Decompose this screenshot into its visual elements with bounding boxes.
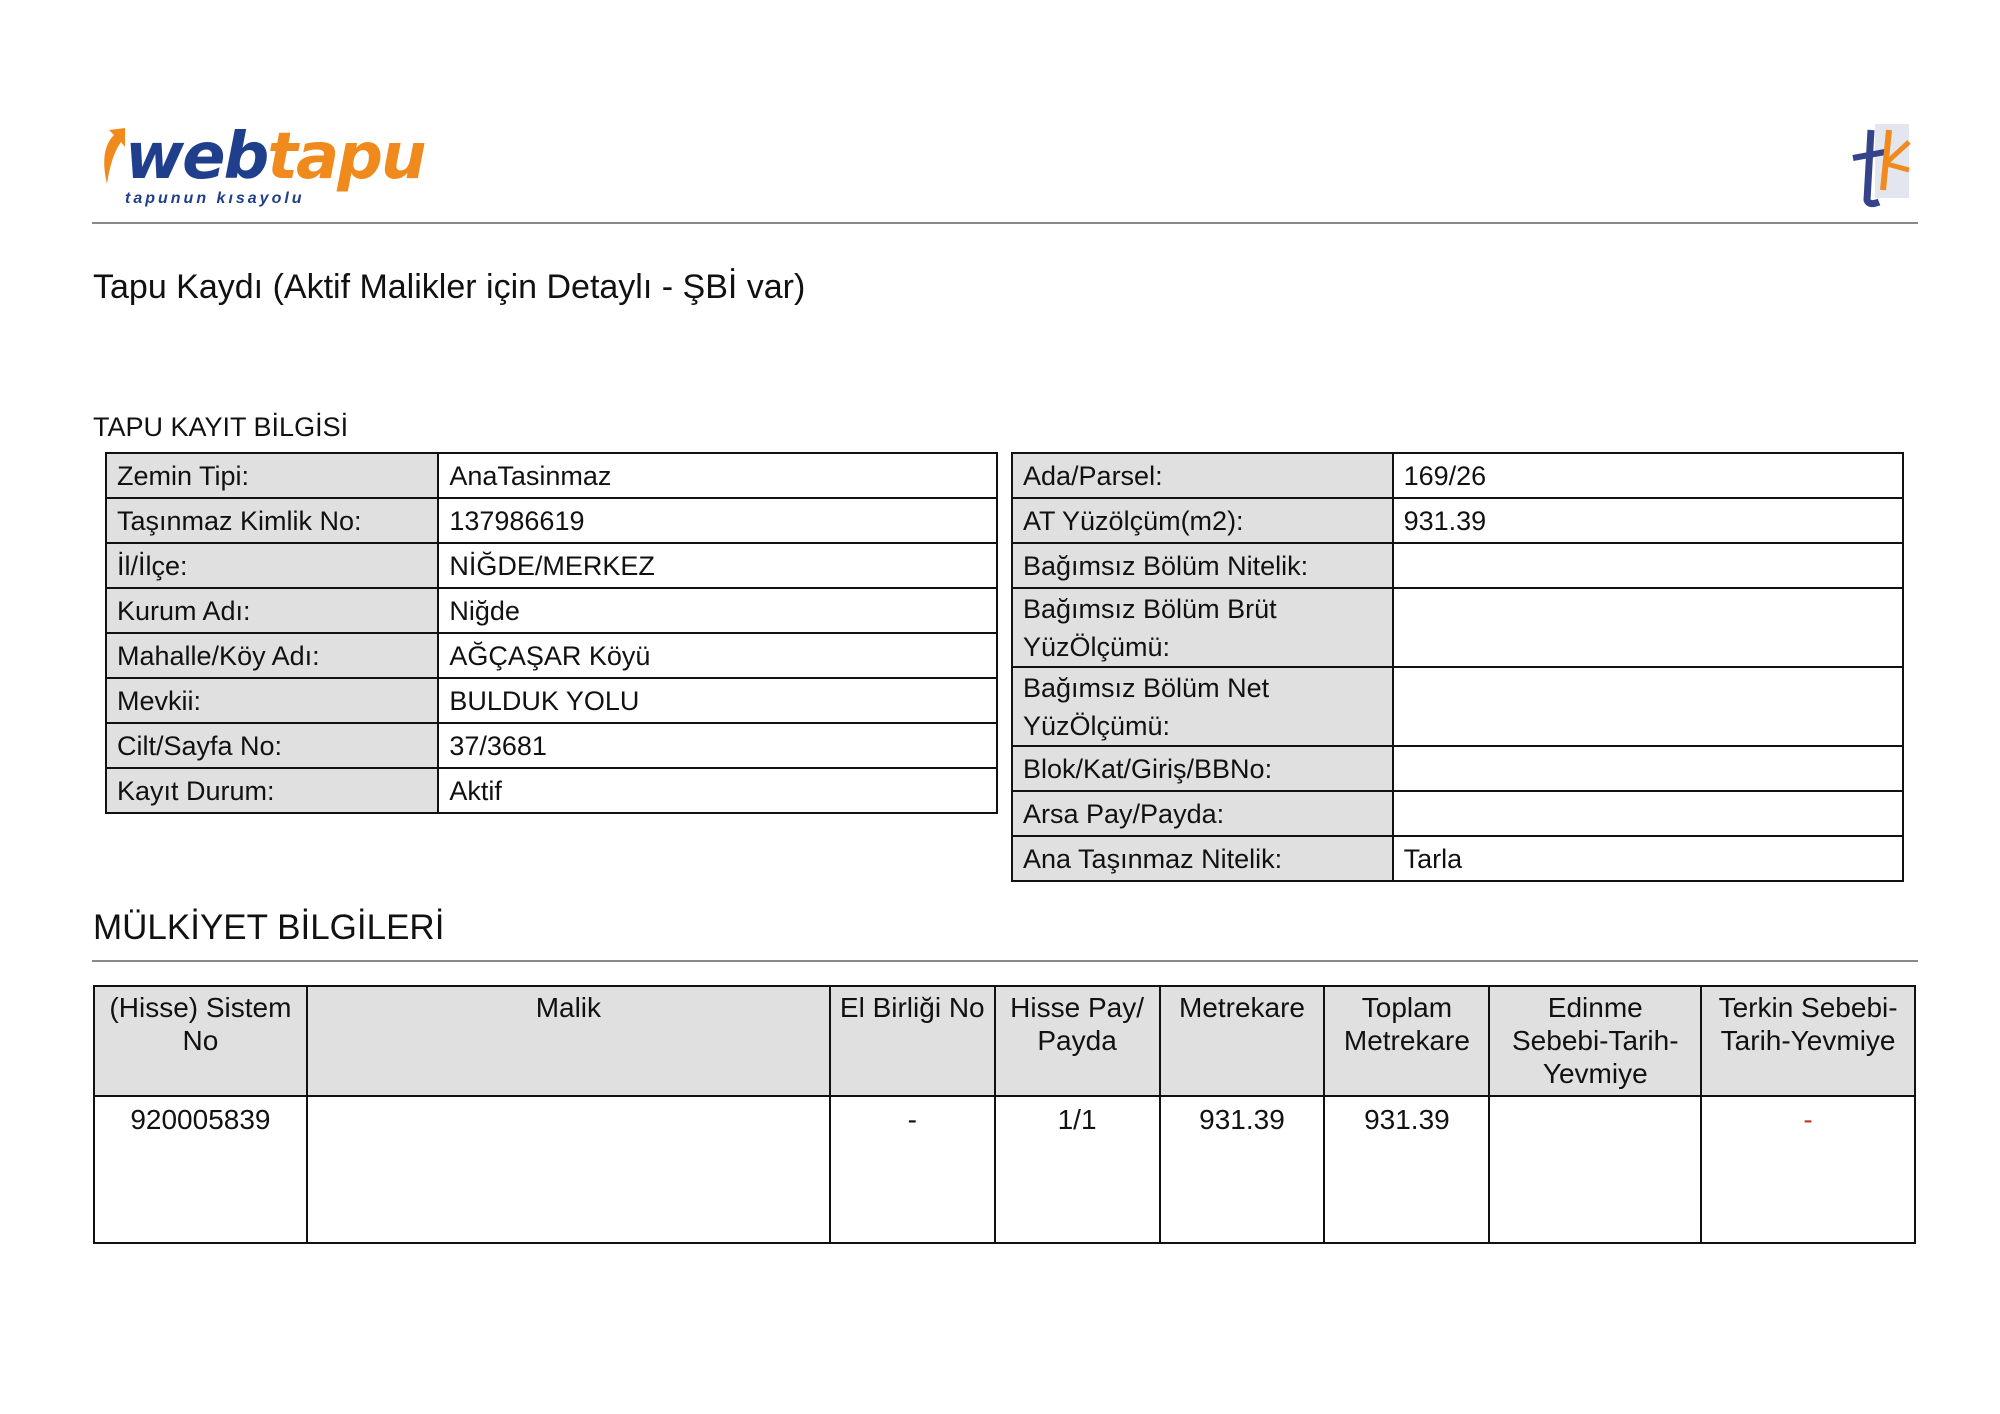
info-row [1012, 498, 1903, 543]
info-label: Kayıt Durum: [106, 768, 438, 813]
table-row [94, 1096, 1915, 1243]
tapu-kayit-section-label: TAPU KAYIT BİLGİSİ [93, 412, 349, 442]
mulkiyet-table [93, 985, 1916, 1244]
info-label: Kurum Adı: [106, 588, 438, 633]
mulkiyet-column-header: Malik [307, 986, 830, 1096]
info-row [106, 588, 997, 633]
info-label: Taşınmaz Kimlik No: [106, 498, 438, 543]
table-cell [307, 1096, 830, 1243]
info-row [1012, 543, 1903, 588]
tapu-kayit-left-table [105, 452, 998, 814]
mulkiyet-section-title: MÜLKİYET BİLGİLERİ [93, 908, 445, 947]
table-cell: 931.39 [1324, 1096, 1489, 1243]
mulkiyet-header-row [94, 986, 1915, 1096]
table-cell: - [1701, 1096, 1915, 1243]
info-row [106, 723, 997, 768]
page-title: Tapu Kaydı (Aktif Malikler için Detaylı - ŞBİ var) [93, 268, 806, 306]
logo-tagline: tapunun kısayolu [125, 190, 305, 207]
info-value: Tarla [1393, 836, 1903, 881]
info-value: 37/3681 [438, 723, 997, 768]
info-row [1012, 746, 1903, 791]
table-cell: 920005839 [94, 1096, 307, 1243]
info-value: 931.39 [1393, 498, 1903, 543]
mulkiyet-column-header: (Hisse) Sistem No [94, 986, 307, 1096]
info-row [1012, 836, 1903, 881]
info-value: NİĞDE/MERKEZ [438, 543, 997, 588]
table-cell: - [830, 1096, 995, 1243]
info-label: Zemin Tipi: [106, 453, 438, 498]
tkgm-logo-icon [1845, 120, 1915, 210]
info-row [1012, 667, 1903, 746]
info-value [1393, 543, 1903, 588]
info-label: Arsa Pay/Payda: [1012, 791, 1393, 836]
info-row [106, 678, 997, 723]
info-label: Bağımsız Bölüm Net YüzÖlçümü: [1012, 667, 1393, 746]
info-label: Bağımsız Bölüm Brüt YüzÖlçümü: [1012, 588, 1393, 667]
info-value: AĞÇAŞAR Köyü [438, 633, 997, 678]
info-row [106, 453, 997, 498]
webtapu-logo [95, 120, 425, 220]
info-value: 137986619 [438, 498, 997, 543]
info-label: Blok/Kat/Giriş/BBNo: [1012, 746, 1393, 791]
table-cell [1489, 1096, 1701, 1243]
info-value: AnaTasinmaz [438, 453, 997, 498]
info-label: Mevkii: [106, 678, 438, 723]
tapu-kayit-right-table [1011, 452, 1904, 882]
info-row [106, 498, 997, 543]
info-label: Ana Taşınmaz Nitelik: [1012, 836, 1393, 881]
info-row [106, 543, 997, 588]
info-value [1393, 588, 1903, 667]
info-label: Ada/Parsel: [1012, 453, 1393, 498]
mulkiyet-column-header: Hisse Pay/ Payda [995, 986, 1160, 1096]
info-row [1012, 791, 1903, 836]
info-label: Bağımsız Bölüm Nitelik: [1012, 543, 1393, 588]
mulkiyet-column-header: Terkin Sebebi-Tarih-Yevmiye [1701, 986, 1915, 1096]
info-value: Aktif [438, 768, 997, 813]
mulkiyet-column-header: El Birliği No [830, 986, 995, 1096]
info-value [1393, 667, 1903, 746]
table-cell: 931.39 [1160, 1096, 1325, 1243]
info-label: Mahalle/Köy Adı: [106, 633, 438, 678]
info-value [1393, 791, 1903, 836]
info-label: İl/İlçe: [106, 543, 438, 588]
info-value: BULDUK YOLU [438, 678, 997, 723]
logo-wordmark: webtapu [125, 120, 425, 194]
mulkiyet-column-header: Metrekare [1160, 986, 1325, 1096]
info-value [1393, 746, 1903, 791]
info-row [106, 633, 997, 678]
table-cell: 1/1 [995, 1096, 1160, 1243]
info-label: Cilt/Sayfa No: [106, 723, 438, 768]
info-row [106, 768, 997, 813]
header-divider [92, 222, 1918, 224]
info-value: Niğde [438, 588, 997, 633]
mulkiyet-divider [92, 960, 1918, 962]
info-row [1012, 453, 1903, 498]
info-label: AT Yüzölçüm(m2): [1012, 498, 1393, 543]
info-row [1012, 588, 1903, 667]
info-value: 169/26 [1393, 453, 1903, 498]
mulkiyet-column-header: Edinme Sebebi-Tarih-Yevmiye [1489, 986, 1701, 1096]
mulkiyet-column-header: Toplam Metrekare [1324, 986, 1489, 1096]
